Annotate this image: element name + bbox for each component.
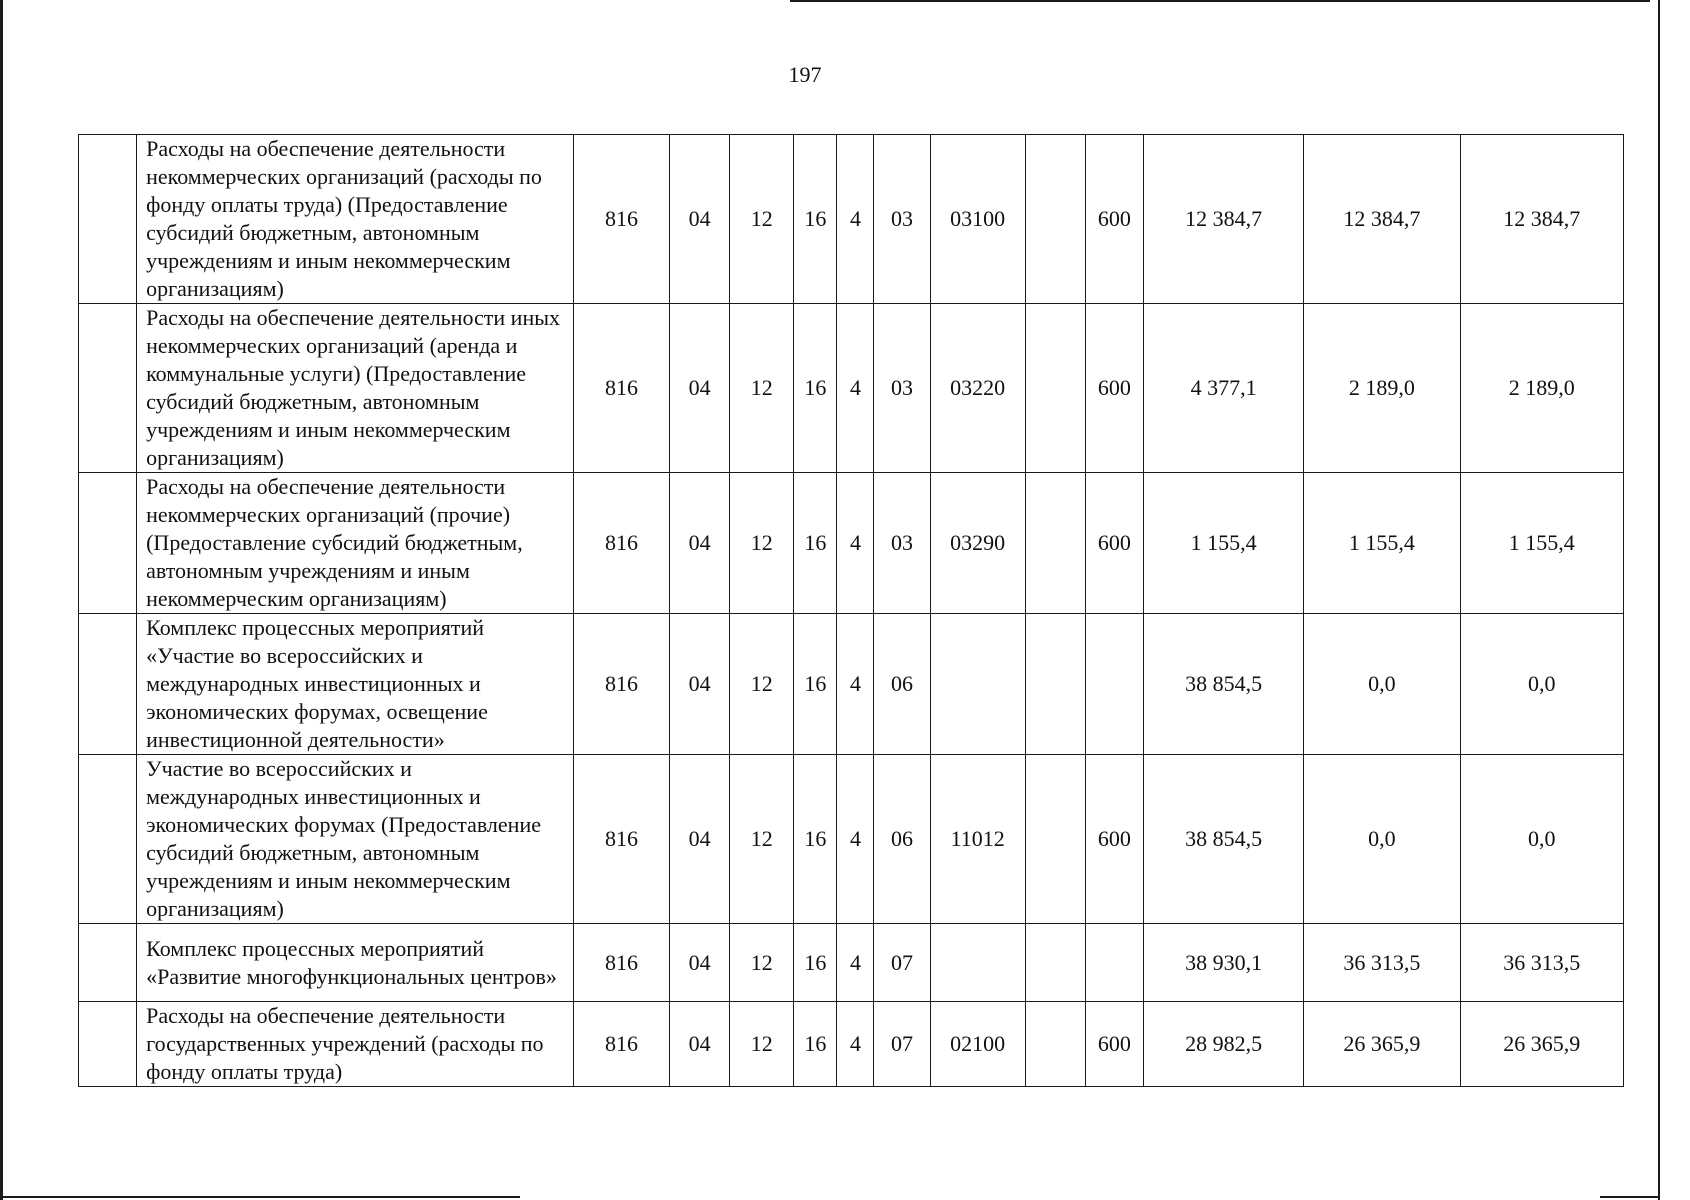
code-expense-type: 600 — [1085, 473, 1143, 614]
code-program: 16 — [794, 614, 837, 755]
code-section: 04 — [670, 614, 730, 755]
code-expense-type — [1085, 614, 1143, 755]
amount-year-2: 26 365,9 — [1304, 1002, 1460, 1087]
code-ministry: 816 — [573, 473, 669, 614]
row-description: Участие во всероссийских и международных инвестиционных и экономических форумах (Предоставление субсидий бюджетным, автономным учреждениям и иным некоммерческим организациям) — [137, 755, 574, 924]
amount-year-1: 4 377,1 — [1143, 304, 1303, 473]
code-section: 04 — [670, 304, 730, 473]
code-program: 16 — [794, 304, 837, 473]
code-program: 16 — [794, 755, 837, 924]
row-description: Комплекс процессных мероприятий «Развитие многофункциональных центров» — [137, 924, 574, 1002]
code-program: 16 — [794, 924, 837, 1002]
table-row — [79, 304, 1624, 473]
code-extra — [1025, 304, 1085, 473]
code-ministry: 816 — [573, 1002, 669, 1087]
code-section: 04 — [670, 473, 730, 614]
scan-border-bottom-left — [0, 1196, 520, 1198]
code-extra — [1025, 924, 1085, 1002]
code-subprogram: 4 — [837, 924, 874, 1002]
amount-year-2: 1 155,4 — [1304, 473, 1460, 614]
table-row — [79, 924, 1624, 1002]
row-description: Расходы на обеспечение деятельности некоммерческих организаций (расходы по фонду оплаты труда) (Предоставление субсидий бюджетным, автономным учреждениям и иным некоммерческим организациям) — [137, 135, 574, 304]
code-section: 04 — [670, 135, 730, 304]
amount-year-3: 26 365,9 — [1460, 1002, 1623, 1087]
amount-year-1: 1 155,4 — [1143, 473, 1303, 614]
row-description: Комплекс процессных мероприятий «Участие во всероссийских и международных инвестиционных и экономических форумах, освещение инвестиционной деятельности» — [137, 614, 574, 755]
amount-year-2: 36 313,5 — [1304, 924, 1460, 1002]
code-direction: 03100 — [930, 135, 1025, 304]
code-expense-type: 600 — [1085, 304, 1143, 473]
code-extra — [1025, 614, 1085, 755]
code-event: 06 — [874, 614, 930, 755]
row-number-cell — [79, 614, 137, 755]
table-row — [79, 614, 1624, 755]
code-ministry: 816 — [573, 755, 669, 924]
code-subprogram: 4 — [837, 614, 874, 755]
code-expense-type: 600 — [1085, 1002, 1143, 1087]
page-number: 197 — [788, 62, 822, 87]
code-program: 16 — [794, 473, 837, 614]
code-event: 03 — [874, 304, 930, 473]
code-program: 16 — [794, 1002, 837, 1087]
scan-border-right — [1658, 0, 1660, 1200]
code-expense-type: 600 — [1085, 755, 1143, 924]
row-number-cell — [79, 924, 137, 1002]
code-ministry: 816 — [573, 135, 669, 304]
code-subsection: 12 — [730, 924, 794, 1002]
budget-table — [78, 134, 1624, 1087]
code-expense-type — [1085, 924, 1143, 1002]
row-number-cell — [79, 135, 137, 304]
amount-year-3: 0,0 — [1460, 755, 1623, 924]
amount-year-2: 2 189,0 — [1304, 304, 1460, 473]
code-extra — [1025, 473, 1085, 614]
amount-year-2: 0,0 — [1304, 614, 1460, 755]
code-expense-type: 600 — [1085, 135, 1143, 304]
code-extra — [1025, 755, 1085, 924]
scan-border-bottom-right — [1600, 1196, 1660, 1198]
amount-year-2: 12 384,7 — [1304, 135, 1460, 304]
amount-year-1: 38 854,5 — [1143, 614, 1303, 755]
row-description: Расходы на обеспечение деятельности некоммерческих организаций (прочие) (Предоставление субсидий бюджетным, автономным учреждениям и иным некоммерческим организациям) — [137, 473, 574, 614]
code-direction: 03290 — [930, 473, 1025, 614]
code-direction: 11012 — [930, 755, 1025, 924]
code-direction — [930, 924, 1025, 1002]
table-row — [79, 1002, 1624, 1087]
code-extra — [1025, 135, 1085, 304]
scan-border-top — [790, 0, 1650, 2]
code-section: 04 — [670, 755, 730, 924]
code-ministry: 816 — [573, 924, 669, 1002]
code-event: 07 — [874, 924, 930, 1002]
code-direction: 02100 — [930, 1002, 1025, 1087]
code-program: 16 — [794, 135, 837, 304]
code-subprogram: 4 — [837, 755, 874, 924]
code-section: 04 — [670, 1002, 730, 1087]
code-subprogram: 4 — [837, 1002, 874, 1087]
row-number-cell — [79, 304, 137, 473]
code-subsection: 12 — [730, 473, 794, 614]
amount-year-3: 1 155,4 — [1460, 473, 1623, 614]
code-subsection: 12 — [730, 614, 794, 755]
code-subprogram: 4 — [837, 135, 874, 304]
code-ministry: 816 — [573, 614, 669, 755]
amount-year-1: 12 384,7 — [1143, 135, 1303, 304]
amount-year-3: 36 313,5 — [1460, 924, 1623, 1002]
code-direction — [930, 614, 1025, 755]
code-event: 06 — [874, 755, 930, 924]
amount-year-2: 0,0 — [1304, 755, 1460, 924]
scan-border-left — [0, 0, 3, 1200]
code-event: 03 — [874, 473, 930, 614]
amount-year-1: 38 930,1 — [1143, 924, 1303, 1002]
code-event: 07 — [874, 1002, 930, 1087]
amount-year-1: 38 854,5 — [1143, 755, 1303, 924]
code-subprogram: 4 — [837, 304, 874, 473]
code-subsection: 12 — [730, 755, 794, 924]
code-subsection: 12 — [730, 304, 794, 473]
table-row — [79, 135, 1624, 304]
amount-year-3: 12 384,7 — [1460, 135, 1623, 304]
amount-year-3: 0,0 — [1460, 614, 1623, 755]
row-number-cell — [79, 755, 137, 924]
row-description: Расходы на обеспечение деятельности государственных учреждений (расходы по фонду оплаты труда) — [137, 1002, 574, 1087]
code-section: 04 — [670, 924, 730, 1002]
code-subsection: 12 — [730, 135, 794, 304]
amount-year-3: 2 189,0 — [1460, 304, 1623, 473]
code-event: 03 — [874, 135, 930, 304]
row-number-cell — [79, 1002, 137, 1087]
code-direction: 03220 — [930, 304, 1025, 473]
amount-year-1: 28 982,5 — [1143, 1002, 1303, 1087]
table-row — [79, 755, 1624, 924]
table-row — [79, 473, 1624, 614]
code-subsection: 12 — [730, 1002, 794, 1087]
row-number-cell — [79, 473, 137, 614]
code-ministry: 816 — [573, 304, 669, 473]
row-description: Расходы на обеспечение деятельности иных некоммерческих организаций (аренда и коммунальные услуги) (Предоставление субсидий бюджетным, автономным учреждениям и иным некоммерческим организациям) — [137, 304, 574, 473]
code-extra — [1025, 1002, 1085, 1087]
code-subprogram: 4 — [837, 473, 874, 614]
